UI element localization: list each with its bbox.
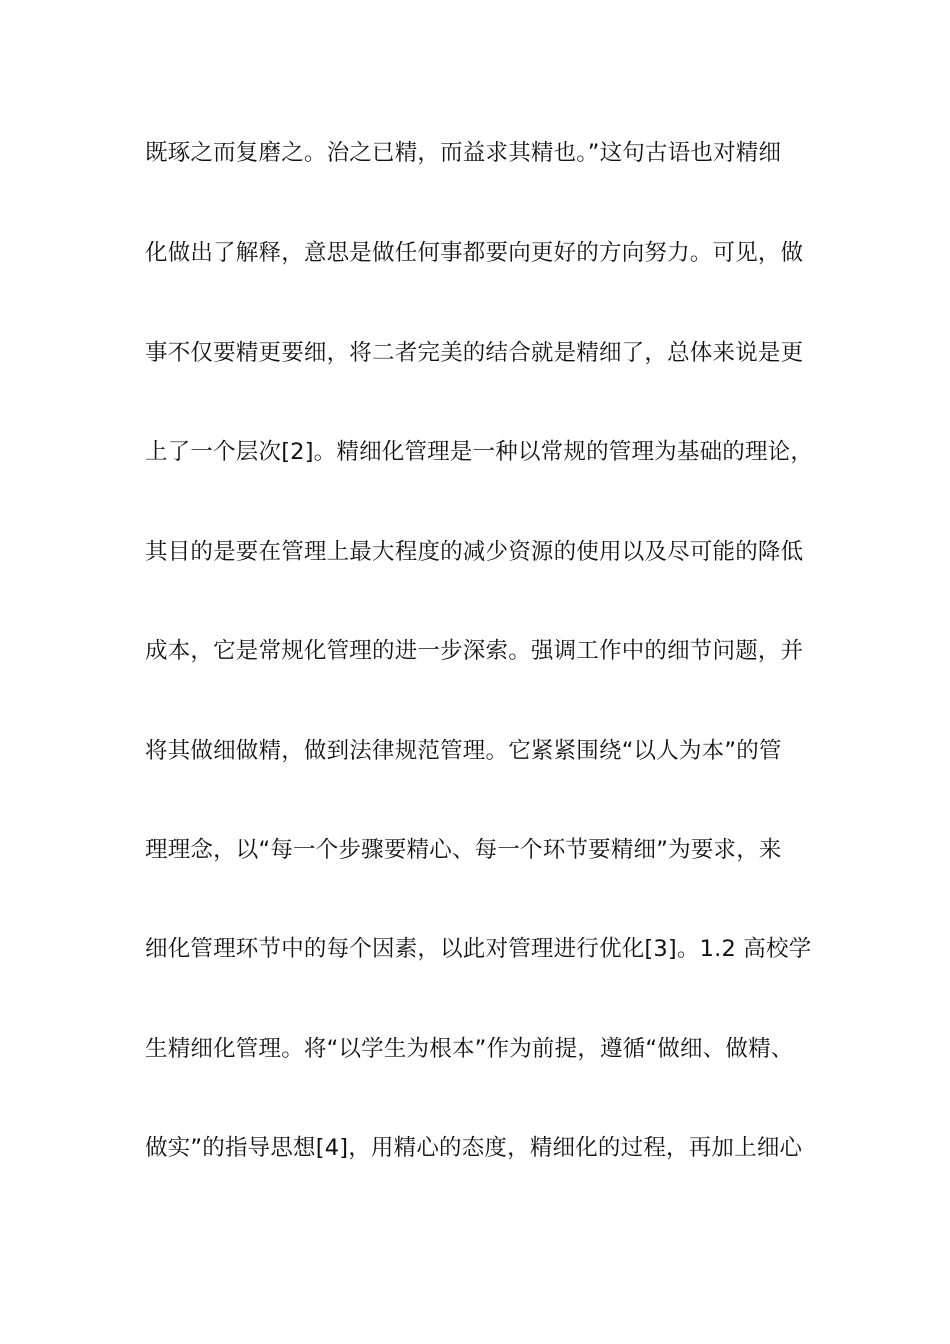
body-text-line: 生精细化管理。将“以学生为根本”作为前提，遵循“做细、做精、 xyxy=(145,1036,794,1062)
body-text-line: 成本，它是常规化管理的进一步深索。强调工作中的细节问题，并 xyxy=(145,638,804,664)
body-text-line: 上了一个层次[2]。精细化管理是一种以常规的管理为基础的理论， xyxy=(145,439,814,465)
body-text-line: 事不仅要精更要细，将二者完美的结合就是精细了，总体来说是更 xyxy=(145,340,804,366)
body-text-line: 理理念，以“每一个步骤要精心、每一个环节要精细”为要求，来 xyxy=(145,837,782,863)
body-text-line: 化做出了解释，意思是做任何事都要向更好的方向努力。可见，做 xyxy=(145,240,804,266)
body-text-line: 其目的是要在管理上最大程度的减少资源的使用以及尽可能的降低 xyxy=(145,539,804,565)
body-text-line: 既琢之而复磨之。治之已精，而益求其精也。”这句古语也对精细 xyxy=(145,140,782,166)
body-text-line: 做实”的指导思想[4]，用精心的态度，精细化的过程，再加上细心 xyxy=(145,1135,803,1161)
body-text-line: 将其做细做精，做到法律规范管理。它紧紧围绕“以人为本”的管 xyxy=(145,738,782,764)
body-text-line: 细化管理环节中的每个因素，以此对管理进行优化[3]。1.2 高校学 xyxy=(145,936,812,962)
